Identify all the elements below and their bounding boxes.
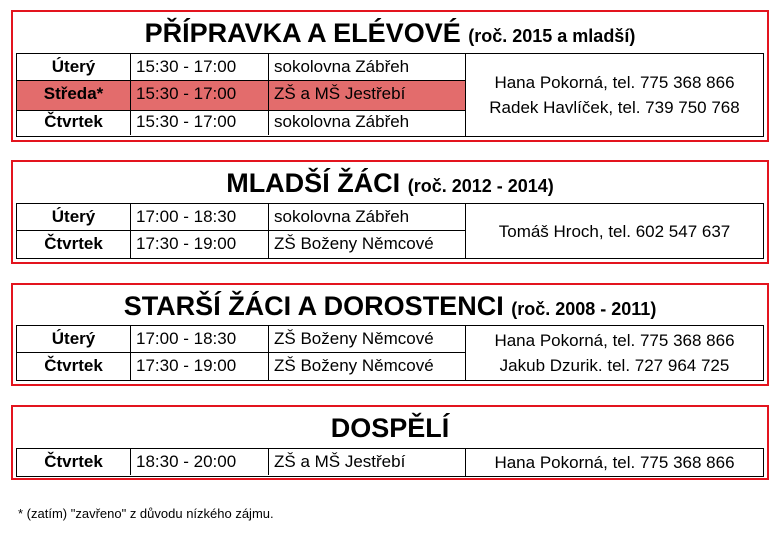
block-title-main: PŘÍPRAVKA A ELÉVOVÉ	[144, 18, 461, 48]
place-cell: sokolovna Zábřeh	[268, 204, 465, 230]
place-cell: sokolovna Zábřeh	[268, 109, 465, 135]
place-cell: ZŠ a MŠ Jestřebí	[268, 81, 465, 110]
schedule-table	[16, 325, 764, 381]
time-cell: 17:00 - 18:30	[130, 204, 268, 230]
schedule-table	[16, 53, 764, 137]
contacts-cell	[465, 54, 763, 136]
schedule-block-dospeli	[11, 405, 769, 480]
contact-line: Hana Pokorná, tel. 775 368 866	[494, 73, 735, 92]
place-cell: ZŠ Boženy Němcové	[268, 326, 465, 352]
day-cell: Středa*	[43, 84, 104, 103]
time-cell: 15:30 - 17:00	[130, 109, 268, 135]
time-cell: 15:30 - 17:00	[130, 81, 268, 110]
place-cell: ZŠ Boženy Němcové	[268, 231, 465, 258]
footnote: * (zatím) "zavřeno" z důvodu nízkého zájmu.	[18, 506, 274, 521]
table-row	[17, 109, 465, 135]
contact-line: Tomáš Hroch, tel. 602 547 637	[498, 221, 731, 241]
block-title-main: STARŠÍ ŽÁCI A DOROSTENCI	[123, 291, 504, 321]
schedule-block-starsi-zaci	[11, 283, 769, 386]
day-cell: Úterý	[51, 329, 96, 348]
contact-line: Hana Pokorná, tel. 775 368 866	[494, 331, 735, 350]
block-title-main: MLADŠÍ ŽÁCI	[226, 168, 401, 198]
day-cell: Čtvrtek	[44, 112, 103, 131]
place-cell: ZŠ a MŠ Jestřebí	[268, 449, 465, 475]
place-cell: ZŠ Boženy Němcové	[268, 353, 465, 380]
table-row	[17, 352, 465, 380]
schedule-table	[16, 203, 764, 259]
table-row	[17, 449, 465, 475]
table-row-highlighted	[17, 80, 465, 111]
schedule-block-mladsi-zaci	[11, 160, 769, 264]
contacts-cell	[465, 449, 763, 476]
day-cell: Čtvrtek	[44, 234, 103, 253]
block-title-main: DOSPĚLÍ	[330, 413, 450, 443]
block-title-subtitle: (roč. 2012 - 2014)	[407, 176, 554, 196]
day-cell: Čtvrtek	[44, 356, 103, 375]
contacts-cell	[465, 326, 763, 380]
time-cell: 18:30 - 20:00	[130, 449, 268, 475]
time-cell: 15:30 - 17:00	[130, 54, 268, 80]
block-title	[13, 287, 767, 328]
block-title	[13, 409, 767, 447]
table-row	[17, 204, 465, 230]
day-cell: Úterý	[51, 207, 96, 226]
schedule-table	[16, 448, 764, 477]
table-row	[17, 54, 465, 80]
contact-line: Jakub Dzurik. tel. 727 964 725	[499, 356, 730, 375]
table-row	[17, 230, 465, 258]
contacts-cell	[465, 204, 763, 258]
block-title-subtitle: (roč. 2008 - 2011)	[511, 299, 657, 319]
time-cell: 17:00 - 18:30	[130, 326, 268, 352]
day-cell: Úterý	[51, 57, 96, 76]
place-cell: sokolovna Zábřeh	[268, 54, 465, 80]
block-title-subtitle: (roč. 2015 a mladší)	[468, 26, 636, 46]
time-cell: 17:30 - 19:00	[130, 231, 268, 258]
day-cell: Čtvrtek	[44, 452, 103, 471]
schedule-block-pripravka	[11, 10, 769, 142]
contact-line: Radek Havlíček, tel. 739 750 768	[489, 98, 740, 117]
table-row	[17, 326, 465, 352]
block-title	[13, 164, 767, 205]
contact-line: Hana Pokorná, tel. 775 368 866	[494, 453, 735, 472]
time-cell: 17:30 - 19:00	[130, 353, 268, 380]
block-title	[13, 14, 767, 55]
